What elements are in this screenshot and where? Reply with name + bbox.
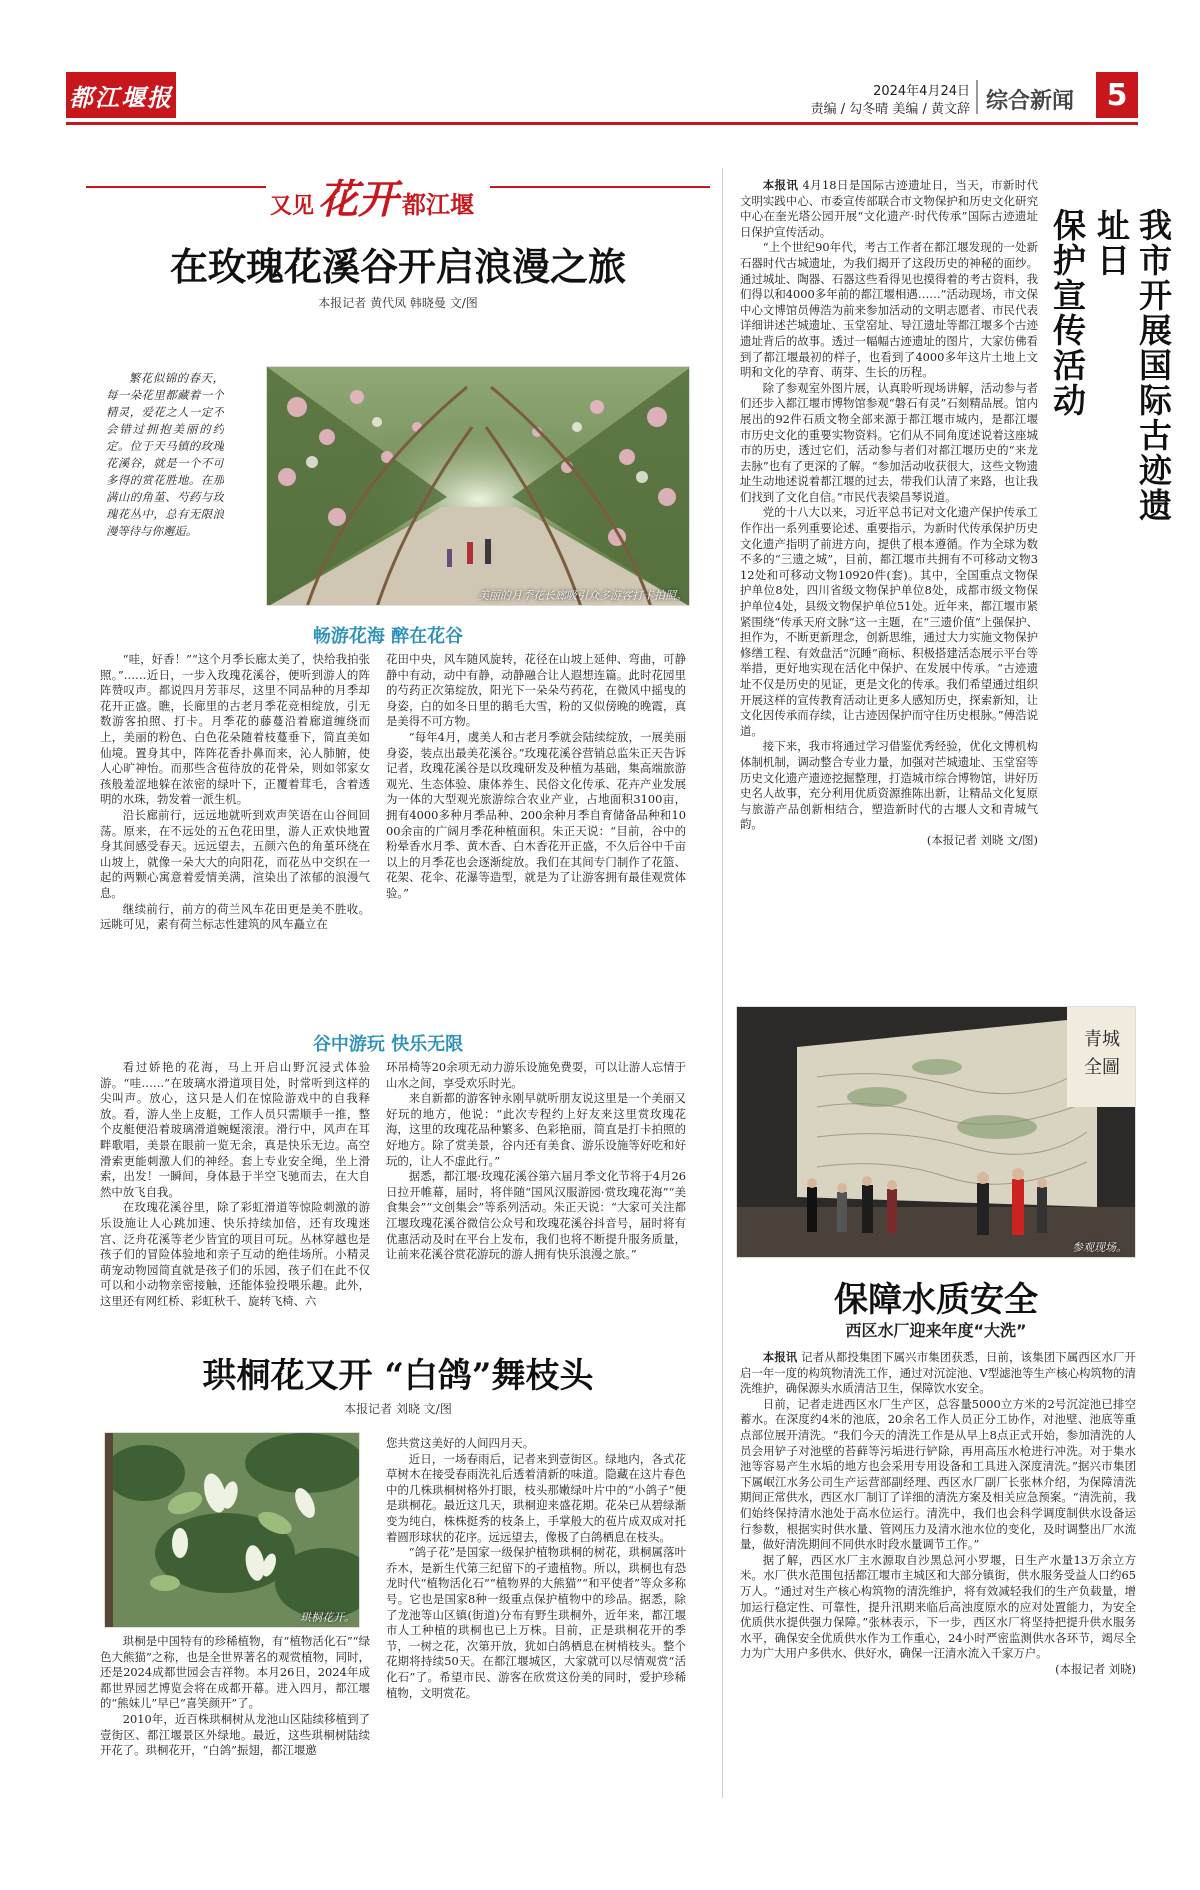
section-banner xyxy=(270,168,475,223)
heritage-lead-tag: 本报讯 xyxy=(762,178,799,192)
banner-rule-right xyxy=(490,186,710,188)
page-number: 5 xyxy=(1096,72,1138,118)
heritage-title-col1: 我市开展国际古迹遗址日 xyxy=(1092,208,1173,523)
rose-photo-caption: 美丽的月季花长廊吸引众多游客打卡拍照。 xyxy=(478,589,687,602)
heritage-photo-caption: 参观现场。 xyxy=(1072,1241,1127,1254)
heritage-article-title xyxy=(1046,208,1174,548)
editors-credit: 责编 / 勾冬晴 美编 / 黄文辞 xyxy=(810,102,970,117)
water-para: 据了解，西区水厂主水源取自沙黑总河小罗堰，日生产水量13万余立方米。水厂供水范围包括都江堰市主城区和大部分镇街，供水服务受益人口约65万人。“通过对生产核心构筑物的清洗维护，将有效减轻我们的生产负载量，增加运行稳定性、可靠性，提升汛期来临后高浊度原水的应对处置能力，为安全优质供水提供强力保障。”张林表示，下一步，西区水厂将坚持把提升供水服务水平，确保安全优质供水作为工作重心，24小时严密监测供水各环节，竭尽全力为广大用户多供水、供好水，确保一汪清水流入千家万户。 xyxy=(740,1552,1136,1661)
heritage-byline: (本报记者 刘晓 文/图) xyxy=(926,832,1038,847)
heritage-para: “上个世纪90年代，考古工作者在都江堰发现的一处新石器时代古城遗址，为我们揭开了这段历史的神秘的面纱。通过城址、陶器、石器这些看得见也摸得着的考古资料，我们得以和4000多年前的都江堰相遇……”活动现场，市文保中心文博馆员傅浩为前来参加活动的文明志愿者、市民代表详细讲述芒城遗址、玉堂窑址、导江遗址等都江堰多个古迹遗址背后的故事。透过一幅幅古迹遗址的图片，大家仿佛看到了都江堰最初的样子，也看到了4000多年这片土地上文明和文化的孕育、萌芽、生长的历程。 xyxy=(740,240,1038,380)
rose-article-title: 在玫瑰花溪谷开启浪漫之旅 xyxy=(169,244,626,289)
water-article-body xyxy=(740,1350,1136,1790)
scroll-text-1: 青城 xyxy=(1084,1029,1120,1050)
masthead-rule xyxy=(66,122,1138,125)
issue-date: 2024年4月24日 xyxy=(873,84,970,99)
rose-col1-para: 继续前行，前方的荷兰风车花田更是美不胜收。远眺可见，素有荷兰标志性建筑的风车矗立在 xyxy=(100,901,370,932)
dove-photo-caption: 珙桐花开。 xyxy=(300,1611,355,1624)
heritage-article-body xyxy=(740,178,1038,968)
banner-pre: 又见 xyxy=(270,193,315,219)
dove-tree-illustration xyxy=(105,1433,360,1628)
dove-col-2 xyxy=(386,1436,686,1794)
rose-col-1 xyxy=(100,652,370,1018)
rose-col4-para: 来自新都的游客钟永刚早就听朋友说这里是一个美丽又好玩的地方，他说：“此次专程约上好友来这里赏玫瑰花海，这里的玫瑰花品种繁多、色彩艳丽，简直是打卡拍照的好地方。除了赏美景，谷内还有美食、游乐设施等好吃和好玩的，让人不虚此行。” xyxy=(386,1091,686,1168)
water-article-subtitle: 西区水厂迎来年度“大洗” xyxy=(845,1321,1027,1340)
water-lead-tag: 本报讯 xyxy=(762,1350,798,1364)
masthead-logo: 都江堰报 xyxy=(66,72,176,118)
rose-subhead-2: 谷中游玩 快乐无限 xyxy=(312,1034,464,1055)
dove-col2-para: 近日，一场春雨后，记者来到壹街区。绿地内，各式花草树木在接受春雨洗礼后透着清新的味道。隐藏在这片春色中的几株珙桐树格外打眼，枝头那嫩绿叶片中的“小鸽子”便是珙桐花。最近这几天，珙桐迎来盛花期。花朵已从碧绿渐变为纯白，株株挺秀的枝条上，手掌般大的苞片成双成对托着圆形球状的花序。远远望去，像极了白鸽栖息在枝头。 xyxy=(386,1451,686,1544)
rose-col3-para: 看过娇艳的花海，马上开启山野沉浸式体验游。“哇……”在玻璃水滑道项目处，时常听到这样的尖叫声。放心，这只是人们在惊险游戏中的自我释放。看，游人坐上皮艇，工作人员只需顺手一推，整个皮艇便沿着玻璃滑道蜿蜒滚滚。滑行中，风声在耳畔歌唱，美景在眼前一览无余，真是快乐无边。高空滑索更能刺激人们的神经。套上专业安全绳，坐上滑索，出发！一瞬间，身体悬于半空飞驰而去，在大自然中放飞自我。 xyxy=(100,1060,370,1199)
rose-col-4 xyxy=(386,1060,686,1322)
rose-article-byline: 本报记者 黄代凤 韩晓曼 文/图 xyxy=(318,296,478,310)
water-article-title: 保障水质安全 xyxy=(834,1280,1038,1320)
rose-col2-para: “每年4月，虞美人和古老月季就会陆续绽放，一展美丽身姿，装点出最美花溪谷。”玫瑰花溪谷营销总监朱正天告诉记者，玫瑰花溪谷是以玫瑰研发及种植为基础，集高端旅游观光、生态体验、康体养生、民俗文化传承、花卉产业发展为一体的大型观光旅游综合农业产业，占地面积3100亩，拥有4000多种月季品种、200余种月季自育储备品种和1000余亩的广阔月季花种植面积。朱正天说：“目前，谷中的粉晕香水月季、黄木香、白木香花开正盛，不久后谷中千亩以上的月季花也会逐渐绽放。我们在其间专门制作了花篮、花架、花伞、花瀑等造型，就是为了让游客拥有最佳观赏体验。” xyxy=(386,729,686,900)
dove-col1-para: 2010年，近百株珙桐树从龙池山区陆续移植到了壹街区、都江堰景区外绿地。最近，这些珙桐树陆续开花了。珙桐花开，“白鸽”振翅，都江堰邀 xyxy=(100,1711,370,1758)
rose-col-3 xyxy=(100,1060,370,1322)
rose-col4-para: 据悉，都江堰·玫瑰花溪谷第六届月季文化节将于4月26日拉开帷幕，届时，将伴随“国风汉服游园·赏玫瑰花海”“美食集会”“文创集会”等系列活动。朱正天说：“大家可关注都江堰玫瑰花溪谷微信公众号和玫瑰花溪谷抖音号，届时将有优惠活动及时在平台上发布，我们也将不断提升服务质量，让前来花溪谷赏花游玩的游人拥有快乐浪漫之旅。” xyxy=(386,1169,686,1262)
museum-hall-illustration xyxy=(737,1007,1136,1258)
water-para: 记者从都投集团下属兴市集团获悉，日前，该集团下属西区水厂开启一年一度的构筑物清洗工作，通过对沉淀池、V型滤池等生产核心构筑物的清洗维护，确保源头水质清洁卫生，保障饮水安全。 xyxy=(740,1350,1136,1396)
dove-photo xyxy=(104,1432,360,1628)
scroll-text-2: 全圖 xyxy=(1084,1057,1120,1078)
rose-col2-para: 花田中央，风车随风旋转，花径在山坡上延伸、弯曲，可静静中有动，动中有静，动静融合让人遐想连篇。此时花园里的芍药正次第绽放，阳光下一朵朵芍药花，在微风中摇曳的身姿，白的如冬日里的鹅毛大雪，粉的又似傍晚的晚霞，真是美得不可方物。 xyxy=(386,652,686,729)
rose-photo xyxy=(266,366,690,606)
heritage-para: 接下来，我市将通过学习借鉴优秀经验，优化文博机构体制机制，调动整合专业力量，加强对芒城遗址、玉堂窑等历史文化遗产遗迹挖掘整理，打造城市综合博物馆，讲好历史名人故事，充分利用优质资源推陈出新，让精品文化复原与旅游产品创新相结合，塑造新时代的古堰人文和青城气韵。 xyxy=(740,739,1038,832)
rose-corridor-illustration xyxy=(267,367,690,606)
dove-col2-para: 您共赏这美好的人间四月天。 xyxy=(386,1436,535,1450)
rose-col1-para: “哇，好香！”“这个月季长廊太美了，快给我拍张照。”……近日，一步入玫瑰花溪谷，便听到游人的阵阵赞叹声。都说四月芳菲尽，这里不同品种的月季却花开正盛。瞧，长廊里的古老月季花竞相绽放，引无数游客拍照、打卡。月季花的藤蔓沿着廊道缠绕而上，美丽的粉色、白色花朵随着枝蔓垂下，简直美如仙境。置身其中，阵阵花香扑鼻而来，沁人肺腑，使人心旷神怡。而那些含苞待放的花骨朵，则如邻家女孩般羞涩地躲在浓密的绿叶下，正覆着茸毛，含着透明的水珠，勃发着一派生机。 xyxy=(100,652,370,807)
rose-col3-para: 在玫瑰花溪谷里，除了彩虹滑道等惊险刺激的游乐设施让人心跳加速、快乐持续加倍，还有玫瑰迷宫、泛舟花溪等老少皆宜的项目可玩。丛林穿越也是孩子们的冒险体验地和亲子互动的绝佳场所。小精灵萌宠动物园简直就是孩子们的乐园，孩子们在此不仅可以和小动物亲密接触，还能体验投喂乐趣。此外，这里还有网红桥、彩虹秋千、旋转飞椅、六 xyxy=(100,1200,370,1308)
rose-col1-para: 沿长廊前行，远远地就听到欢声笑语在山谷间回荡。原来，在不远处的五色花田里，游人正欢快地置身其间感受春天。远远望去，五颜六色的角堇环绕在山坡上，就像一朵大大的向阳花，而花丛中交织在一起的两颗心寓意着爱情美满，渲染出了浓郁的浪漫气息。 xyxy=(100,807,370,900)
section-name: 综合新闻 xyxy=(986,89,1075,114)
heritage-para: 党的十八大以来，习近平总书记对文化遗产保护传承工作作出一系列重要论述、重要指示，为新时代传承保护历史文化遗产指明了前进方向，提供了根本遵循。作为全球为数不多的“三遗之城”，目前，都江堰市共拥有不可移动文物312处和可移动文物10920件(套)。其中，全国重点文物保护单位8处，四川省级文物保护单位8处，成都市级文物保护单位4处，县级文物保护单位51处。近年来，都江堰市紧紧围绕“传承天府文脉”这一主题，在“三遗价值”上强保护、担作为，不断更新理念，创新思维，通过大力实施文物保护修缮工程、有效盘活“沉睡”商标、积极搭建活态展示平台等举措，更好地实现在活化中保护、在发展中传承。“古迹遗址不仅是历史的见证，更是文化的传承。我们希望通过组织开展这样的宣传教育活动让更多人感知历史，探索新知，让文化因传承而存续，让古迹因保护而守住历史根脉。”傅浩说道。 xyxy=(740,505,1038,738)
dove-col1-para: 珙桐是中国特有的珍稀植物，有“植物活化石”“绿色大熊猫”之称，也是全世界著名的观赏植物，同时，还是2024成都世园会吉祥物。本月26日，2024年成都世界园艺博览会将在成都开幕。进入四月，都江堰的“熊妹儿”早已“喜笑颜开”了。 xyxy=(100,1634,370,1711)
banner-flower: 花开 xyxy=(318,176,399,223)
banner-rule-left xyxy=(86,186,266,188)
rose-article-intro xyxy=(106,370,224,560)
dove-col2-para: “鸽子花”是国家一级保护植物珙桐的树花，珙桐属落叶乔木，是新生代第三纪留下的孑遗植物。所以，珙桐也有恐龙时代“植物活化石”“植物界的大熊猫”“和平使者”等众多称号。它也是国家8种一级重点保护植物中的珍品。据悉，除了龙池等山区镇(街道)分布有野生珙桐外，近年来，都江堰市人工种植的珙桐也已上万株。目前，正是珙桐花开的季节，一树之花，次第开放，犹如白鸽栖息在树梢枝头。整个花期将持续50天。在都江堰城区，大家就可以尽情观赏“活化石”了。希望市民、游客在欣赏这份美的同时，爱护珍稀植物，文明赏花。 xyxy=(386,1545,686,1700)
heritage-photo xyxy=(736,1006,1136,1258)
dove-article-title: 珙桐花又开 “白鸽”舞枝头 xyxy=(202,1356,594,1396)
dove-article-byline: 本报记者 刘晓 文/图 xyxy=(344,1402,452,1416)
rose-col-2 xyxy=(386,652,686,1018)
heritage-title-col2: 保护宣传活动 xyxy=(1048,208,1087,418)
water-para: 日前，记者走进西区水厂生产区，总容量5000立方米的2号沉淀池已排空蓄水。在深度约4米的池底，20余名工作人员正分工协作，对池壁、池底等重点部位展开清洗。“我们今天的清洗工作是从早上8点正式开始，参加清洗的人员会用铲子对池壁的苔藓等污垢进行铲除，再用高压水枪进行冲洗。对于集水池等容易产生水垢的地方也会采用专用设备和工具进入深度清洗。”据兴市集团下属岷江水务公司生产运营部副经理、西区水厂副厂长张林介绍，为保障清洗期间正常供水，西区水厂制订了详细的清洗方案及相关应急预案。“清洗前，我们始终保持清水池处于高水位运行。清洗中，我们也会科学调度制供水设备运行参数，根据实时供水量、管网压力及清水池水位的变化，及时调整出厂水流量，做好清洗期间不同供水时段水量调节工作。” xyxy=(740,1396,1136,1552)
column-divider xyxy=(722,168,723,1798)
rose-col4-para: 环吊椅等20余项无动力游乐设施免费耍，可以让游人忘情于山水之间，享受欢乐时光。 xyxy=(386,1060,686,1090)
heritage-para: 除了参观室外图片展，认真聆听现场讲解，活动参与者们还步入都江堰市博物馆参观“磐石有灵”石刻精品展。馆内展出的92件石质文物全部来源于都江堰市城内，是都江堰市历史文化的重要实物资料。它们从不同角度述说着这座城市的历史，透过它们，活动参与者们对都江堰历史的“来龙去脉”也有了更深的了解。“参加活动收获很大，这些文物遗址生动地述说着都江堰的过去，带我们认清了来路，也让我们找到了文化自信。”市民代表梁昌琴说道。 xyxy=(740,380,1038,504)
water-byline: (本报记者 刘晓) xyxy=(1055,1661,1136,1676)
intro-text: 繁花似锦的春天，每一朵花里都藏着一个精灵，爱花之人一定不会错过拥抱美丽的约定。位于天马镇的玫瑰花溪谷，就是一个不可多得的赏花胜地。在那满山的角堇、芍药与玫瑰花丛中，总有无限浪漫等待与你邂逅。 xyxy=(106,371,224,538)
banner-post: 都江堰 xyxy=(402,190,475,219)
header-divider xyxy=(976,80,978,114)
dove-col-1 xyxy=(100,1634,370,1794)
heritage-para: 4月18日是国际古迹遗址日，当天，市新时代文明实践中心、市委宣传部联合市文物保护和历史文化研究中心在奎光塔公园开展“文化遗产·时代传承”国际古迹遗址日保护宣传活动。 xyxy=(740,178,1038,239)
rose-subhead-1: 畅游花海 醉在花谷 xyxy=(312,626,464,647)
